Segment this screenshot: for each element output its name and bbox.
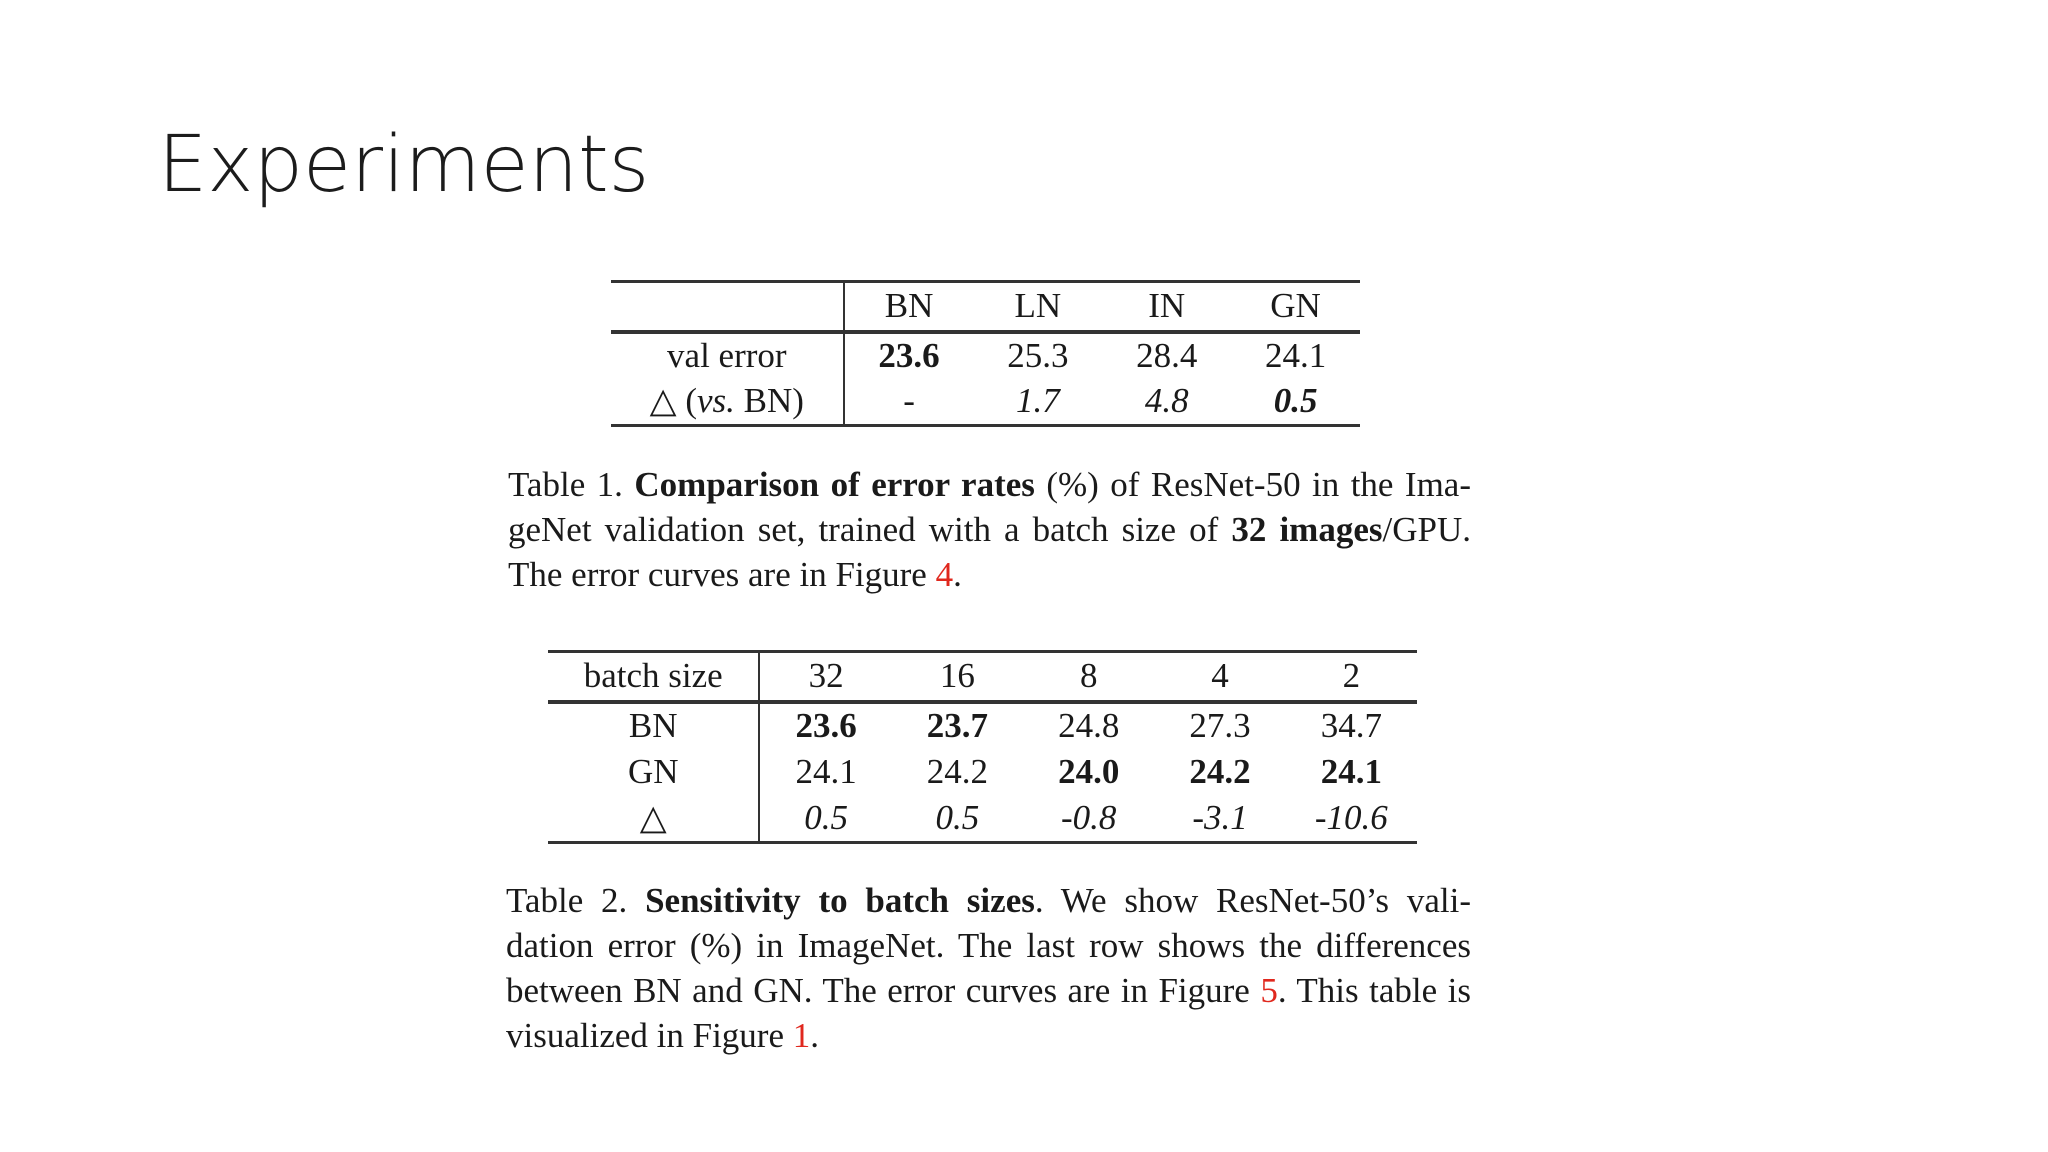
table-cell: - <box>844 379 974 426</box>
table-cell: 24.2 <box>926 752 989 791</box>
caption-text: (%) of ResNet-50 in the Ima-geNet validation set, trained with a batch size of <box>508 465 1471 549</box>
table-header-cell: batch size <box>548 652 759 702</box>
row-label: val error <box>611 332 844 379</box>
table-header-row <box>548 652 1417 702</box>
table-cell: 1.7 <box>973 379 1102 426</box>
table2-caption <box>506 878 1471 1058</box>
delta-symbol: △ <box>649 381 677 421</box>
table-cell: -0.8 <box>1023 796 1154 843</box>
table-cell: 28.4 <box>1136 336 1198 375</box>
table-header-cell: IN <box>1102 282 1231 332</box>
table-header-cell: LN <box>973 282 1102 332</box>
row-label-close: BN) <box>734 381 804 421</box>
table-header-cell: 32 <box>759 652 891 702</box>
table-row <box>548 702 1417 749</box>
table-cell: 4.8 <box>1102 379 1231 426</box>
row-label: BN <box>548 702 759 749</box>
caption-end: . <box>810 1016 820 1055</box>
figure-reference-link[interactable]: 1 <box>792 1016 811 1055</box>
table-row <box>548 749 1417 796</box>
table-cell: 24.1 <box>1264 336 1327 375</box>
caption-text: . This table is visualized in Figure <box>506 971 1471 1055</box>
table1-caption <box>508 462 1471 597</box>
table-header-cell: GN <box>1231 282 1360 332</box>
table-cell: 24.2 <box>1189 752 1251 791</box>
caption-prefix: Table 1. <box>508 465 635 504</box>
table-cell: 24.1 <box>1320 752 1382 791</box>
table-cell: 24.0 <box>1058 752 1120 791</box>
batch-size-table <box>548 650 1417 844</box>
table-cell: 0.5 <box>759 796 891 843</box>
caption-bold-text: 32 images <box>1231 510 1383 549</box>
table-cell: 0.5 <box>1231 379 1360 426</box>
table-cell: -3.1 <box>1154 796 1285 843</box>
row-label-vs: vs. <box>697 381 735 421</box>
table-row <box>548 796 1417 843</box>
error-rate-table <box>611 280 1360 427</box>
table-cell: 23.6 <box>878 336 940 375</box>
row-label: △ <box>548 796 759 843</box>
table-cell: 34.7 <box>1320 706 1382 745</box>
table-row <box>611 379 1360 426</box>
table-cell: 27.3 <box>1189 706 1251 745</box>
table-header-cell: 8 <box>1023 652 1154 702</box>
caption-prefix: Table 2. <box>506 881 646 920</box>
table-header-row <box>611 282 1360 332</box>
caption-bold-title: Comparison of error rates <box>634 465 1035 504</box>
row-label-open: ( <box>676 381 697 421</box>
table-cell: 23.7 <box>926 706 989 745</box>
caption-text: . We show ResNet-50’s vali-dation error (%) in ImageNet. The last row shows the differences between BN and GN. The error curves are in Figure <box>506 881 1471 1010</box>
table-cell: 23.6 <box>795 706 857 745</box>
table-cell: 25.3 <box>1007 336 1069 375</box>
table-cell: -10.6 <box>1286 796 1417 843</box>
figure-reference-link[interactable]: 4 <box>935 555 954 594</box>
table-header-cell: 2 <box>1286 652 1417 702</box>
caption-bold-title: Sensitivity to batch sizes <box>645 881 1035 920</box>
table-row <box>611 332 1360 379</box>
table-header-cell: BN <box>844 282 974 332</box>
table-cell: 0.5 <box>892 796 1023 843</box>
table-cell: 24.1 <box>795 752 857 791</box>
table-header-cell <box>611 282 844 332</box>
figure-reference-link[interactable]: 5 <box>1260 971 1278 1010</box>
row-label: GN <box>548 749 759 796</box>
table-header-cell: 4 <box>1154 652 1285 702</box>
caption-end: . <box>953 555 962 594</box>
slide-title: Experiments <box>158 120 650 210</box>
row-label <box>611 379 844 426</box>
table-header-cell: 16 <box>892 652 1023 702</box>
table-cell: 24.8 <box>1058 706 1120 745</box>
caption-text: /GPU. The error curves are in Figure <box>508 510 1471 594</box>
